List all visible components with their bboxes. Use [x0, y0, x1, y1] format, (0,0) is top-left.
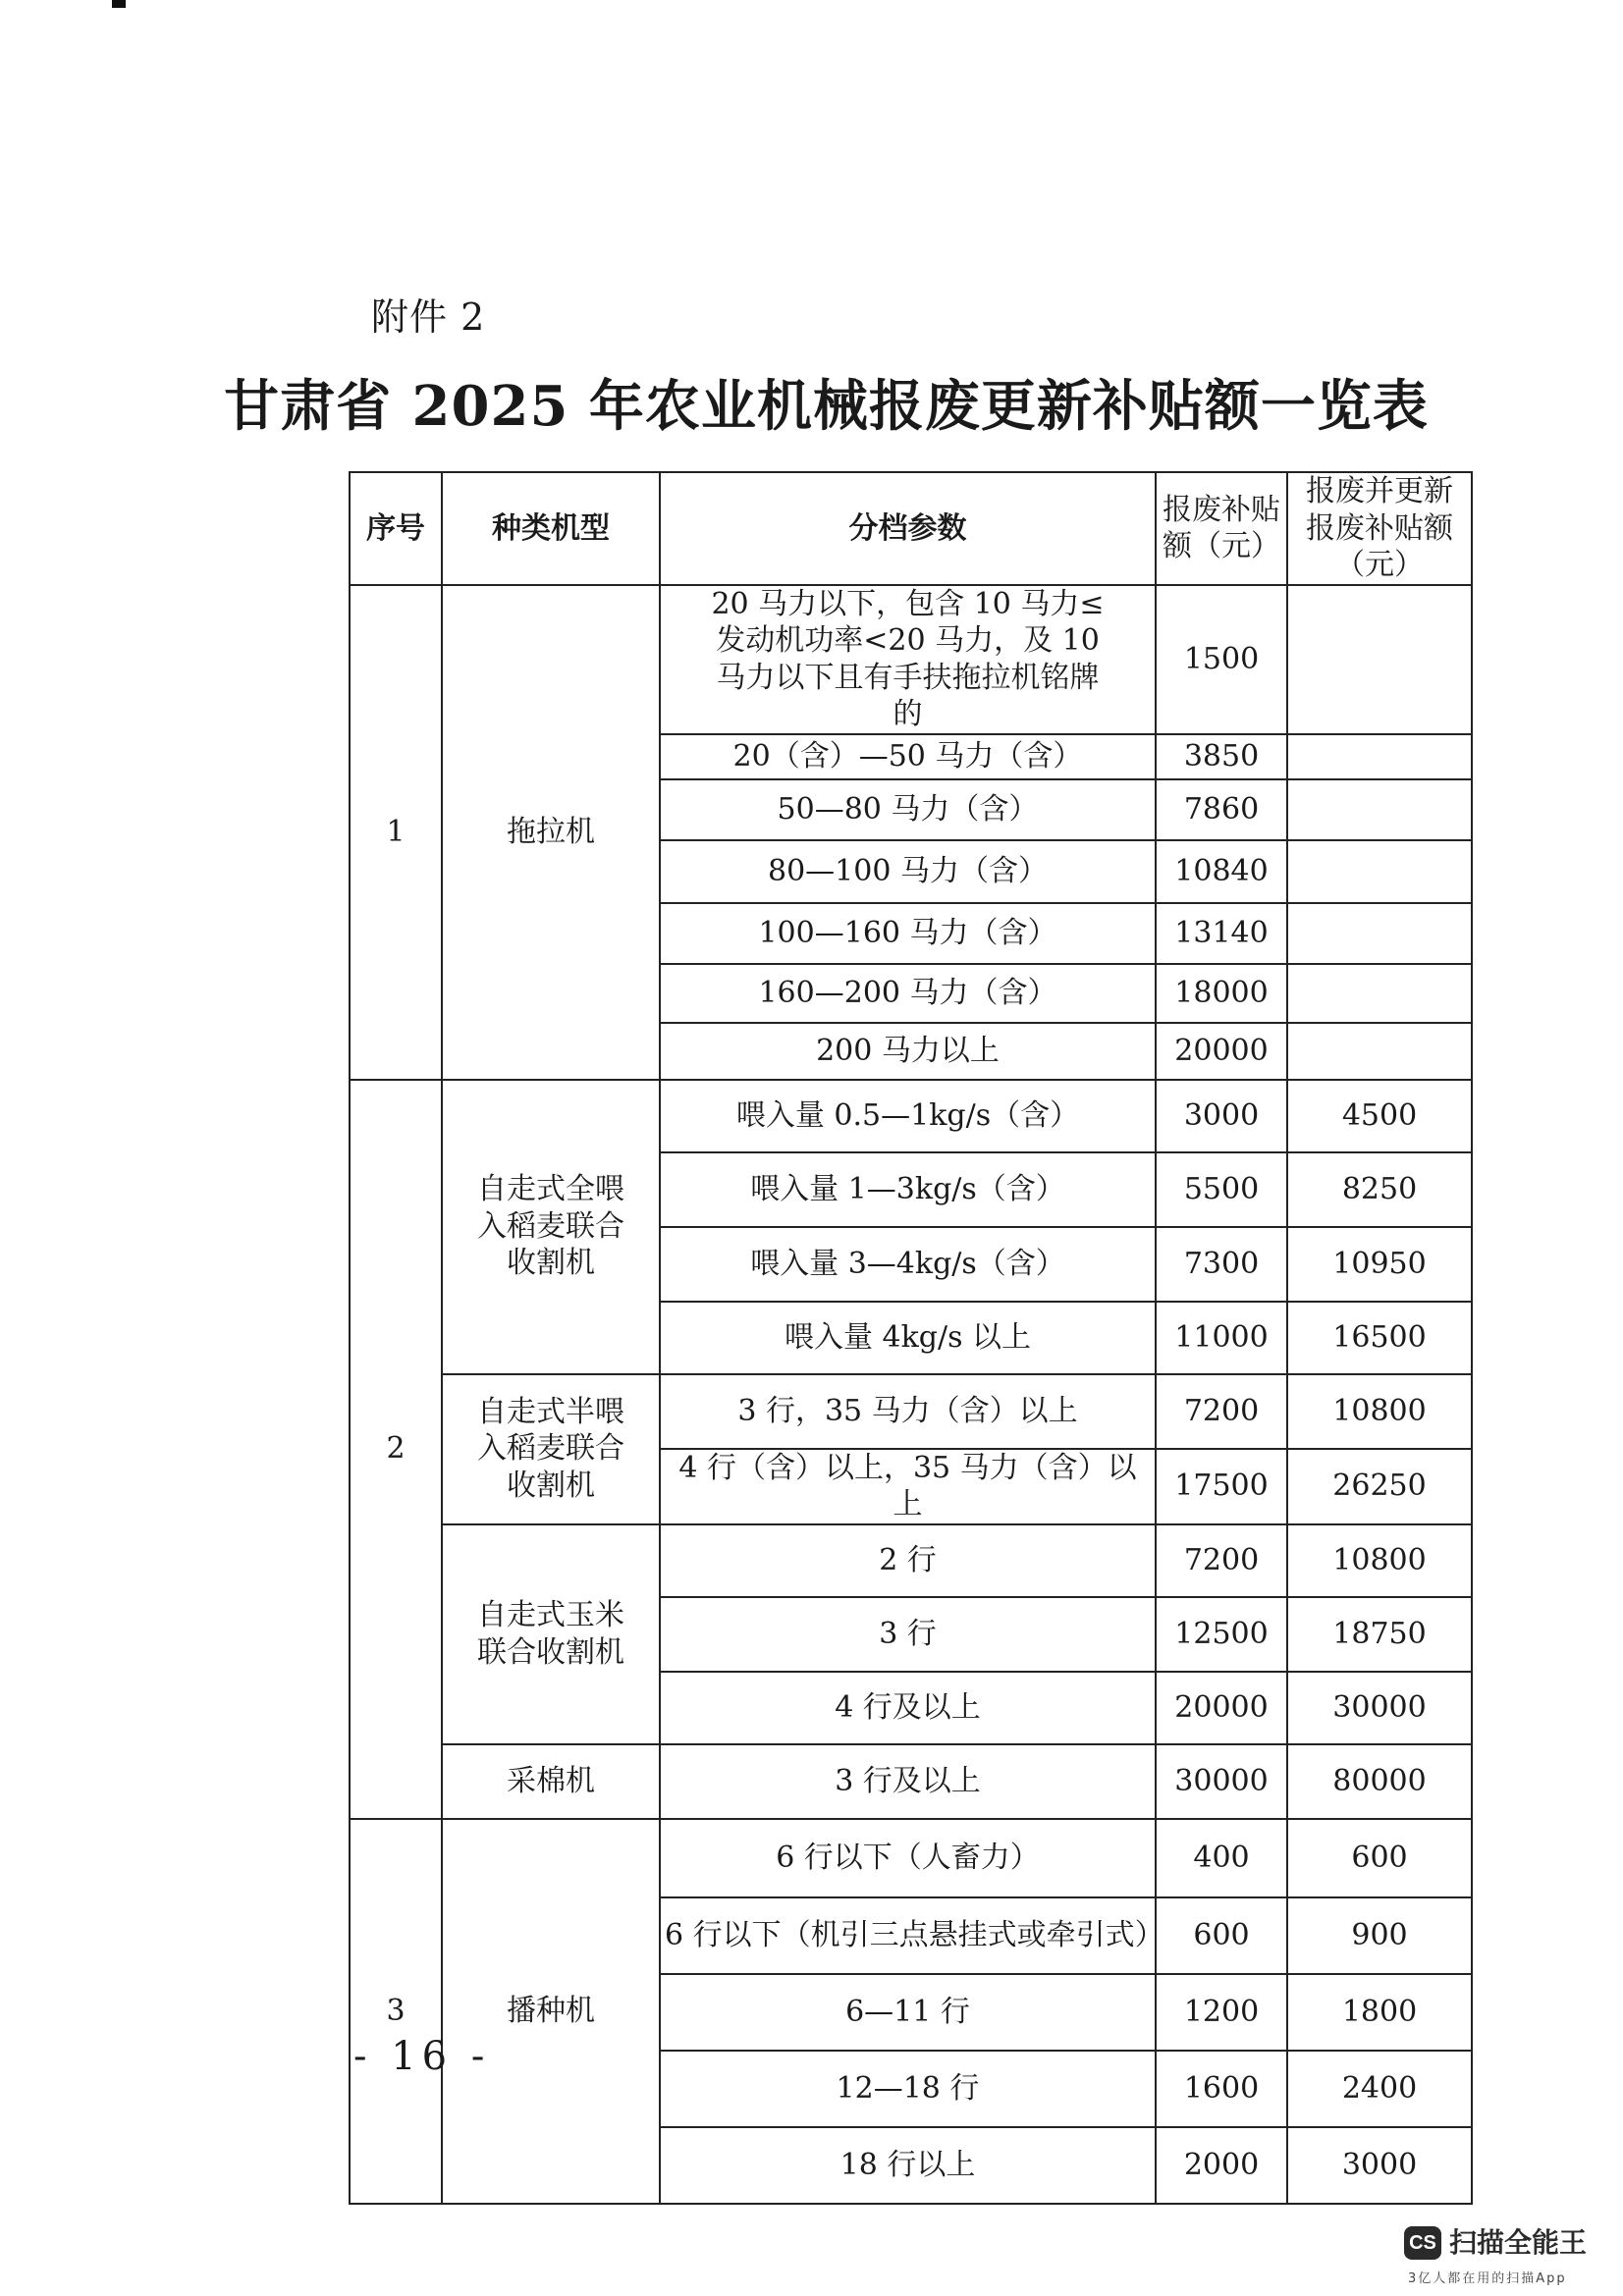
camscanner-tagline: 3亿人都在用的扫描App	[1408, 2271, 1567, 2286]
cell-scrap-update-subsidy	[1287, 903, 1472, 964]
cell-param: 4 行及以上	[660, 1672, 1156, 1744]
cell-machine-type: 播种机	[442, 1819, 660, 2204]
header-param: 分档参数	[660, 472, 1156, 585]
camscanner-watermark	[1404, 2226, 1591, 2285]
cell-machine-type: 自走式玉米联合收割机	[442, 1524, 660, 1744]
cell-param: 6 行以下（人畜力）	[660, 1819, 1156, 1897]
cell-scrap-subsidy: 7200	[1156, 1374, 1287, 1449]
cell-machine-type: 拖拉机	[442, 585, 660, 1080]
header-seq: 序号	[350, 472, 442, 585]
cell-seq: 3	[350, 1819, 442, 2204]
table-row	[350, 1819, 1472, 1897]
table-header-row	[350, 472, 1472, 585]
cell-scrap-update-subsidy	[1287, 964, 1472, 1023]
cell-scrap-subsidy: 7860	[1156, 779, 1287, 840]
scan-edge-mark	[112, 0, 126, 8]
cell-scrap-subsidy: 13140	[1156, 903, 1287, 964]
cell-seq: 1	[350, 585, 442, 1080]
cell-scrap-update-subsidy: 4500	[1287, 1080, 1472, 1152]
cell-scrap-subsidy: 2000	[1156, 2127, 1287, 2204]
cell-param: 4 行（含）以上，35 马力（含）以上	[660, 1449, 1156, 1524]
cell-scrap-subsidy: 20000	[1156, 1023, 1287, 1080]
page-number: - 16 -	[353, 2034, 491, 2079]
cell-scrap-update-subsidy: 30000	[1287, 1672, 1472, 1744]
cell-scrap-update-subsidy: 10800	[1287, 1374, 1472, 1449]
cell-seq: 2	[350, 1080, 442, 1819]
cell-scrap-subsidy: 12500	[1156, 1597, 1287, 1672]
cell-machine-type: 采棉机	[442, 1744, 660, 1819]
cell-param: 2 行	[660, 1524, 1156, 1597]
cell-scrap-update-subsidy: 3000	[1287, 2127, 1472, 2204]
cell-scrap-subsidy: 20000	[1156, 1672, 1287, 1744]
cell-param: 20 马力以下，包含 10 马力≤发动机功率<20 马力，及 10 马力以下且有手扶拖拉机铭牌的	[660, 585, 1156, 734]
header-scrap-subsidy: 报废补贴额（元）	[1156, 472, 1287, 585]
cell-scrap-subsidy: 18000	[1156, 964, 1287, 1023]
cell-scrap-update-subsidy: 10800	[1287, 1524, 1472, 1597]
cell-scrap-subsidy: 10840	[1156, 840, 1287, 903]
camscanner-logo-icon: CS	[1404, 2226, 1441, 2260]
cell-scrap-subsidy: 17500	[1156, 1449, 1287, 1524]
document-title: 甘肃省 2025 年农业机械报废更新补贴额一览表	[224, 374, 1429, 439]
cell-scrap-update-subsidy	[1287, 779, 1472, 840]
cell-param: 喂入量 0.5—1kg/s（含）	[660, 1080, 1156, 1152]
cell-scrap-update-subsidy	[1287, 840, 1472, 903]
cell-scrap-update-subsidy: 10950	[1287, 1227, 1472, 1302]
cell-param: 12—18 行	[660, 2051, 1156, 2127]
header-scrap-update-subsidy: 报废并更新报废补贴额（元）	[1287, 472, 1472, 585]
cell-scrap-subsidy: 600	[1156, 1897, 1287, 1974]
cell-scrap-subsidy: 3850	[1156, 734, 1287, 779]
cell-param: 6 行以下（机引三点悬挂式或牵引式）	[660, 1897, 1156, 1974]
cell-scrap-update-subsidy: 900	[1287, 1897, 1472, 1974]
cell-machine-type: 自走式全喂入稻麦联合收割机	[442, 1080, 660, 1374]
cell-param: 6—11 行	[660, 1974, 1156, 2051]
subsidy-table	[349, 471, 1473, 2205]
cell-param: 喂入量 1—3kg/s（含）	[660, 1152, 1156, 1227]
cell-scrap-update-subsidy: 8250	[1287, 1152, 1472, 1227]
cell-param: 160—200 马力（含）	[660, 964, 1156, 1023]
table-row	[350, 1524, 1472, 1597]
cell-scrap-update-subsidy: 18750	[1287, 1597, 1472, 1672]
cell-param: 3 行	[660, 1597, 1156, 1672]
cell-machine-type: 自走式半喂入稻麦联合收割机	[442, 1374, 660, 1524]
cell-scrap-subsidy: 11000	[1156, 1302, 1287, 1374]
table-row	[350, 1744, 1472, 1819]
cell-scrap-subsidy: 7200	[1156, 1524, 1287, 1597]
cell-param: 20（含）—50 马力（含）	[660, 734, 1156, 779]
cell-param: 50—80 马力（含）	[660, 779, 1156, 840]
attachment-label: 附件 2	[371, 295, 486, 339]
cell-param: 喂入量 3—4kg/s（含）	[660, 1227, 1156, 1302]
cell-scrap-subsidy: 1600	[1156, 2051, 1287, 2127]
cell-param: 80—100 马力（含）	[660, 840, 1156, 903]
cell-scrap-update-subsidy: 80000	[1287, 1744, 1472, 1819]
cell-scrap-update-subsidy: 16500	[1287, 1302, 1472, 1374]
header-type: 种类机型	[442, 472, 660, 585]
cell-param: 喂入量 4kg/s 以上	[660, 1302, 1156, 1374]
cell-scrap-subsidy: 5500	[1156, 1152, 1287, 1227]
cell-scrap-update-subsidy	[1287, 734, 1472, 779]
cell-scrap-subsidy: 7300	[1156, 1227, 1287, 1302]
cell-scrap-subsidy: 1200	[1156, 1974, 1287, 2051]
camscanner-name: 扫描全能王	[1449, 2226, 1588, 2259]
cell-scrap-update-subsidy: 26250	[1287, 1449, 1472, 1524]
cell-param: 3 行及以上	[660, 1744, 1156, 1819]
cell-scrap-subsidy: 1500	[1156, 585, 1287, 734]
cell-param: 200 马力以上	[660, 1023, 1156, 1080]
cell-scrap-update-subsidy	[1287, 1023, 1472, 1080]
cell-scrap-update-subsidy	[1287, 585, 1472, 734]
table-row	[350, 1080, 1472, 1152]
cell-scrap-subsidy: 3000	[1156, 1080, 1287, 1152]
cell-scrap-update-subsidy: 1800	[1287, 1974, 1472, 2051]
cell-scrap-update-subsidy: 600	[1287, 1819, 1472, 1897]
table-row	[350, 585, 1472, 734]
cell-param: 3 行，35 马力（含）以上	[660, 1374, 1156, 1449]
cell-scrap-subsidy: 30000	[1156, 1744, 1287, 1819]
table-row	[350, 1374, 1472, 1449]
cell-param: 100—160 马力（含）	[660, 903, 1156, 964]
cell-scrap-update-subsidy: 2400	[1287, 2051, 1472, 2127]
cell-scrap-subsidy: 400	[1156, 1819, 1287, 1897]
cell-param: 18 行以上	[660, 2127, 1156, 2204]
